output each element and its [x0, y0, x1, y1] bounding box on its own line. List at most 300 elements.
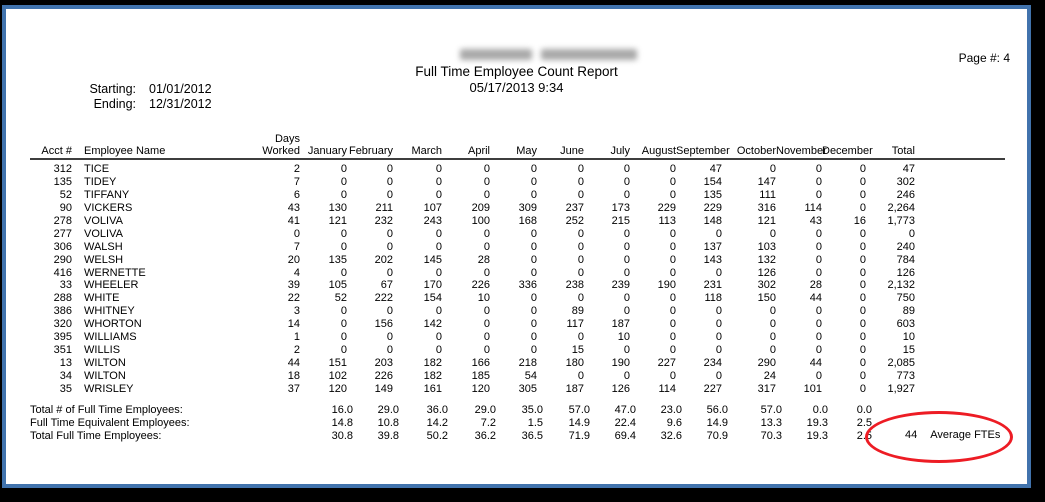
cell-employee-name: WILTON	[84, 370, 126, 382]
cell-month-value: 0	[669, 292, 676, 305]
cell-month-value: 0	[623, 240, 630, 253]
summary-rows	[30, 404, 1005, 443]
summary-month-value: 39.8	[377, 429, 399, 442]
cell-month-value: 0	[623, 292, 630, 305]
cell-month-value: 118	[704, 292, 722, 305]
summary-month-value: 16.0	[331, 403, 353, 416]
table-row	[30, 331, 915, 344]
cell-month-value: 0	[435, 240, 442, 253]
cell-days-worked: 44	[287, 357, 300, 370]
cell-month-value: 0	[715, 305, 722, 318]
cell-month-value: 0	[577, 240, 584, 253]
cell-month-value: 135	[328, 253, 347, 266]
cell-month-value: 0	[769, 305, 776, 318]
cell-month-value: 0	[435, 305, 442, 318]
cell-acct: 33	[59, 279, 72, 292]
table-row	[30, 305, 915, 318]
summary-month-value: 69.4	[614, 429, 636, 442]
cell-month-value: 103	[757, 240, 776, 253]
summary-month-value: 19.3	[806, 429, 828, 442]
cell-acct: 416	[53, 266, 72, 279]
page-title: Full Time Employee Count Report	[415, 64, 618, 79]
cell-total: 10	[902, 331, 915, 344]
starting-date: 01/01/2012	[149, 82, 212, 96]
cell-month-value: 0	[859, 201, 866, 214]
cell-acct: 34	[59, 370, 72, 382]
average-ftes-label: Average FTEs	[930, 429, 1001, 441]
cell-month-value: 0	[815, 344, 822, 357]
summary-row	[30, 429, 918, 443]
cell-month-value: 0	[483, 266, 490, 279]
cell-month-value: 0	[483, 331, 490, 344]
cell-month-value: 0	[859, 240, 866, 253]
table-header-row	[30, 123, 915, 157]
summary-month-value: 29.0	[377, 403, 399, 416]
cell-month-value: 0	[577, 253, 584, 266]
summary-month-value: 47.0	[614, 403, 636, 416]
summary-label: Total Full Time Employees:	[30, 429, 162, 442]
summary-label: Full Time Equivalent Employees:	[30, 416, 190, 429]
cell-month-value: 0	[483, 305, 490, 318]
cell-month-value: 0	[815, 253, 822, 266]
header-month: October	[736, 145, 776, 157]
cell-month-value: 161	[423, 382, 442, 395]
summary-month-value: 7.2	[480, 416, 496, 429]
cell-month-value: 0	[483, 227, 490, 240]
cell-days-worked: 7	[293, 240, 300, 253]
cell-month-value: 44	[809, 357, 822, 370]
cell-month-value: 28	[809, 279, 822, 292]
cell-month-value: 142	[423, 318, 442, 331]
cell-month-value: 0	[577, 175, 584, 188]
cell-month-value: 0	[386, 240, 393, 253]
summary-month-value: 19.3	[806, 416, 828, 429]
header-month: September	[676, 145, 730, 157]
cell-month-value: 0	[859, 331, 866, 344]
cell-days-worked: 4	[293, 266, 300, 279]
redaction-blur	[460, 49, 532, 60]
cell-month-value: 117	[566, 318, 584, 331]
redaction-blur	[541, 49, 637, 60]
cell-month-value: 0	[530, 318, 537, 331]
cell-month-value: 0	[386, 188, 393, 201]
cell-month-value: 215	[611, 214, 630, 227]
cell-days-worked: 6	[293, 188, 300, 201]
cell-month-value: 0	[815, 240, 822, 253]
summary-month-value: 32.6	[660, 429, 682, 442]
cell-month-value: 0	[623, 305, 630, 318]
report-page	[2, 5, 1031, 488]
cell-employee-name: VOLIVA	[84, 214, 123, 227]
cell-month-value: 0	[483, 344, 490, 357]
cell-month-value: 0	[483, 163, 490, 175]
cell-month-value: 147	[757, 175, 776, 188]
cell-acct: 90	[59, 201, 72, 214]
cell-month-value: 120	[328, 382, 347, 395]
cell-month-value: 0	[769, 331, 776, 344]
summary-month-value: 36.5	[521, 429, 543, 442]
cell-month-value: 0	[859, 163, 866, 175]
cell-month-value: 0	[815, 227, 822, 240]
cell-month-value: 0	[715, 266, 722, 279]
cell-days-worked: 3	[293, 305, 300, 318]
summary-month-value: 35.0	[521, 403, 543, 416]
summary-row	[30, 404, 915, 417]
cell-total: 750	[896, 292, 915, 305]
cell-month-value: 100	[471, 214, 490, 227]
cell-month-value: 0	[340, 318, 347, 331]
cell-employee-name: WRISLEY	[84, 382, 134, 395]
cell-total: 2,132	[887, 279, 915, 292]
cell-month-value: 226	[471, 279, 490, 292]
cell-days-worked: 2	[293, 344, 300, 357]
header-days-worked: Days Worked	[262, 133, 300, 157]
cell-month-value: 126	[757, 266, 776, 279]
cell-month-value: 0	[530, 344, 537, 357]
cell-acct: 290	[53, 253, 72, 266]
cell-employee-name: VICKERS	[84, 201, 133, 214]
summary-label: Total # of Full Time Employees:	[30, 403, 183, 416]
cell-month-value: 173	[611, 201, 630, 214]
cell-month-value: 148	[703, 214, 722, 227]
header-month: December	[822, 145, 873, 157]
cell-acct: 35	[59, 382, 72, 395]
cell-month-value: 0	[530, 305, 537, 318]
cell-month-value: 0	[815, 305, 822, 318]
table-row	[30, 344, 915, 357]
cell-month-value: 0	[577, 227, 584, 240]
cell-month-value: 0	[815, 266, 822, 279]
cell-employee-name: WALSH	[84, 240, 123, 253]
cell-month-value: 0	[577, 331, 584, 344]
cell-month-value: 170	[423, 279, 442, 292]
cell-total: 0	[908, 227, 915, 240]
cell-days-worked: 20	[287, 253, 300, 266]
cell-month-value: 187	[611, 318, 630, 331]
cell-month-value: 0	[815, 331, 822, 344]
summary-month-value: 14.2	[426, 416, 448, 429]
cell-month-value: 190	[657, 279, 676, 292]
cell-month-value: 0	[623, 188, 630, 201]
cell-month-value: 211	[375, 201, 393, 214]
cell-employee-name: WHITE	[84, 292, 120, 305]
cell-month-value: 113	[658, 214, 676, 227]
cell-days-worked: 1	[293, 331, 300, 344]
cell-month-value: 44	[809, 292, 822, 305]
cell-employee-name: WERNETTE	[84, 266, 146, 279]
cell-month-value: 229	[703, 201, 722, 214]
cell-month-value: 0	[815, 318, 822, 331]
cell-month-value: 0	[483, 175, 490, 188]
cell-month-value: 0	[577, 163, 584, 175]
table-row	[30, 292, 915, 305]
cell-month-value: 0	[483, 188, 490, 201]
cell-month-value: 227	[657, 357, 676, 370]
cell-month-value: 190	[611, 357, 630, 370]
cell-month-value: 203	[374, 357, 393, 370]
summary-month-value: 30.8	[331, 429, 353, 442]
table-row	[30, 318, 915, 331]
starting-row	[30, 82, 212, 97]
cell-employee-name: TIDEY	[84, 175, 117, 188]
cell-month-value: 202	[374, 253, 393, 266]
cell-total: 2,264	[887, 201, 915, 214]
cell-month-value: 101	[803, 382, 822, 395]
cell-month-value: 0	[577, 370, 584, 382]
cell-month-value: 0	[435, 266, 442, 279]
cell-month-value: 0	[859, 318, 866, 331]
cell-month-value: 0	[530, 240, 537, 253]
cell-month-value: 52	[334, 292, 347, 305]
cell-acct: 52	[59, 188, 72, 201]
cell-month-value: 0	[340, 266, 347, 279]
header-divider	[30, 158, 1005, 160]
cell-acct: 278	[53, 214, 72, 227]
table-row	[30, 254, 915, 267]
cell-month-value: 24	[763, 370, 776, 382]
cell-month-value: 0	[623, 253, 630, 266]
cell-month-value: 0	[859, 279, 866, 292]
cell-month-value: 0	[669, 175, 676, 188]
summary-month-value: 2.5	[856, 416, 872, 429]
cell-acct: 312	[53, 163, 72, 175]
cell-month-value: 15	[571, 344, 584, 357]
cell-month-value: 237	[565, 201, 584, 214]
cell-month-value: 0	[435, 188, 442, 201]
summary-month-value: 2.5	[856, 429, 872, 442]
summary-month-value: 36.0	[426, 403, 448, 416]
cell-month-value: 137	[703, 240, 722, 253]
cell-month-value: 0	[715, 318, 722, 331]
cell-month-value: 105	[328, 279, 347, 292]
cell-acct: 306	[53, 240, 72, 253]
cell-month-value: 232	[374, 214, 393, 227]
cell-month-value: 0	[435, 163, 442, 175]
cell-month-value: 0	[815, 370, 822, 382]
cell-days-worked: 37	[287, 382, 300, 395]
cell-month-value: 222	[374, 292, 393, 305]
cell-month-value: 290	[757, 357, 776, 370]
summary-month-value: 56.0	[706, 403, 728, 416]
header-acct: Acct #	[41, 145, 72, 157]
cell-month-value: 149	[374, 382, 393, 395]
date-range	[30, 82, 212, 112]
cell-month-value: 130	[328, 201, 347, 214]
average-ftes	[905, 429, 1000, 442]
summary-month-value: 1.5	[527, 416, 543, 429]
cell-month-value: 185	[471, 370, 490, 382]
cell-days-worked: 7	[293, 175, 300, 188]
cell-month-value: 0	[715, 227, 722, 240]
ending-row	[30, 97, 212, 112]
cell-employee-name: WELSH	[84, 253, 124, 266]
cell-month-value: 0	[859, 382, 866, 395]
cell-month-value: 16	[853, 214, 866, 227]
cell-month-value: 0	[340, 331, 347, 344]
summary-month-value: 9.6	[666, 416, 682, 429]
cell-days-worked: 18	[287, 370, 300, 382]
summary-month-value: 70.9	[706, 429, 728, 442]
cell-month-value: 111	[759, 188, 776, 201]
cell-month-value: 166	[471, 357, 490, 370]
summary-month-value: 57.0	[760, 403, 782, 416]
cell-month-value: 0	[859, 344, 866, 357]
cell-month-value: 0	[859, 266, 866, 279]
header-month: July	[610, 145, 630, 157]
cell-days-worked: 43	[287, 201, 300, 214]
summary-row	[30, 417, 915, 430]
cell-month-value: 0	[530, 253, 537, 266]
cell-month-value: 302	[757, 279, 776, 292]
cell-total: 773	[896, 370, 915, 382]
cell-month-value: 0	[715, 344, 722, 357]
cell-month-value: 243	[423, 214, 442, 227]
cell-month-value: 0	[340, 188, 347, 201]
cell-total: 15	[902, 344, 915, 357]
cell-month-value: 0	[483, 240, 490, 253]
cell-acct: 395	[53, 331, 72, 344]
cell-month-value: 0	[530, 266, 537, 279]
cell-month-value: 231	[703, 279, 722, 292]
cell-month-value: 154	[423, 292, 442, 305]
cell-month-value: 0	[340, 227, 347, 240]
header-month: May	[516, 145, 537, 157]
header-month: November	[776, 145, 827, 157]
summary-month-value: 71.9	[568, 429, 590, 442]
cell-month-value: 0	[769, 318, 776, 331]
cell-month-value: 0	[530, 331, 537, 344]
table-row	[30, 279, 915, 292]
summary-month-value: 57.0	[568, 403, 590, 416]
cell-days-worked: 39	[287, 279, 300, 292]
cell-month-value: 132	[757, 253, 776, 266]
cell-month-value: 151	[328, 357, 347, 370]
employee-table	[30, 123, 1005, 443]
ending-label: Ending:	[93, 97, 136, 111]
cell-month-value: 28	[477, 253, 490, 266]
table-row	[30, 267, 915, 280]
cell-month-value: 0	[623, 370, 630, 382]
cell-month-value: 0	[386, 331, 393, 344]
company-name-redacted	[460, 49, 637, 60]
cell-month-value: 0	[815, 188, 822, 201]
cell-month-value: 54	[524, 370, 537, 382]
cell-month-value: 0	[435, 331, 442, 344]
cell-month-value: 143	[703, 253, 722, 266]
cell-month-value: 0	[859, 188, 866, 201]
cell-total: 302	[896, 175, 915, 188]
average-ftes-value: 44	[905, 429, 918, 441]
cell-month-value: 0	[715, 331, 722, 344]
cell-month-value: 0	[859, 370, 866, 382]
cell-month-value: 0	[577, 188, 584, 201]
summary-month-value: 70.3	[760, 429, 782, 442]
header-total: Total	[891, 145, 915, 157]
cell-month-value: 0	[859, 357, 866, 370]
cell-month-value: 0	[623, 266, 630, 279]
header-employee-name: Employee Name	[84, 145, 166, 157]
cell-month-value: 0	[859, 305, 866, 318]
table-body	[30, 163, 1005, 396]
cell-month-value: 0	[435, 227, 442, 240]
cell-month-value: 226	[374, 370, 393, 382]
cell-month-value: 0	[859, 253, 866, 266]
header-month: August	[641, 145, 676, 157]
cell-month-value: 107	[423, 201, 442, 214]
cell-month-value: 180	[565, 357, 584, 370]
page-number: Page #: 4	[958, 51, 1010, 65]
cell-month-value: 150	[757, 292, 776, 305]
cell-acct: 135	[53, 175, 72, 188]
summary-month-value: 23.0	[660, 403, 682, 416]
cell-month-value: 0	[386, 305, 393, 318]
cell-month-value: 114	[658, 382, 676, 395]
cell-month-value: 10	[617, 331, 630, 344]
summary-month-value: 22.4	[614, 416, 636, 429]
cell-acct: 320	[53, 318, 72, 331]
cell-month-value: 43	[809, 214, 822, 227]
table-row	[30, 163, 915, 176]
summary-month-value: 36.2	[474, 429, 496, 442]
cell-month-value: 0	[669, 163, 676, 175]
cell-month-value: 0	[530, 163, 537, 175]
cell-month-value: 0	[669, 318, 676, 331]
cell-month-value: 182	[423, 370, 442, 382]
table-row	[30, 215, 915, 228]
cell-month-value: 229	[657, 201, 676, 214]
summary-month-value: 29.0	[474, 403, 496, 416]
cell-month-value: 0	[669, 253, 676, 266]
cell-month-value: 0	[815, 175, 822, 188]
ending-date: 12/31/2012	[149, 97, 212, 111]
cell-month-value: 0	[769, 227, 776, 240]
cell-month-value: 0	[669, 331, 676, 344]
cell-month-value: 0	[386, 266, 393, 279]
cell-month-value: 121	[328, 214, 347, 227]
cell-month-value: 239	[611, 279, 630, 292]
cell-month-value: 209	[471, 201, 490, 214]
cell-employee-name: VOLIVA	[84, 227, 123, 240]
cell-month-value: 0	[577, 292, 584, 305]
cell-employee-name: WILLIS	[84, 344, 121, 357]
cell-month-value: 0	[623, 163, 630, 175]
cell-total: 784	[896, 253, 915, 266]
cell-month-value: 187	[565, 382, 584, 395]
cell-month-value: 218	[518, 357, 537, 370]
cell-month-value: 0	[669, 227, 676, 240]
cell-total: 246	[896, 188, 915, 201]
cell-acct: 277	[53, 227, 72, 240]
cell-month-value: 0	[340, 163, 347, 175]
cell-month-value: 0	[669, 370, 676, 382]
cell-month-value: 0	[340, 240, 347, 253]
cell-month-value: 154	[703, 175, 722, 188]
cell-employee-name: TICE	[84, 163, 110, 175]
table-row	[30, 241, 915, 254]
cell-month-value: 120	[471, 382, 490, 395]
cell-month-value: 0	[669, 305, 676, 318]
cell-employee-name: WHITNEY	[84, 305, 135, 318]
summary-month-value: 14.8	[331, 416, 353, 429]
cell-month-value: 238	[565, 279, 584, 292]
table-row	[30, 176, 915, 189]
cell-employee-name: WHORTON	[84, 318, 142, 331]
cell-acct: 351	[53, 344, 72, 357]
summary-month-value: 0.0	[856, 403, 872, 416]
cell-month-value: 0	[669, 240, 676, 253]
cell-month-value: 0	[669, 266, 676, 279]
cell-month-value: 0	[530, 292, 537, 305]
